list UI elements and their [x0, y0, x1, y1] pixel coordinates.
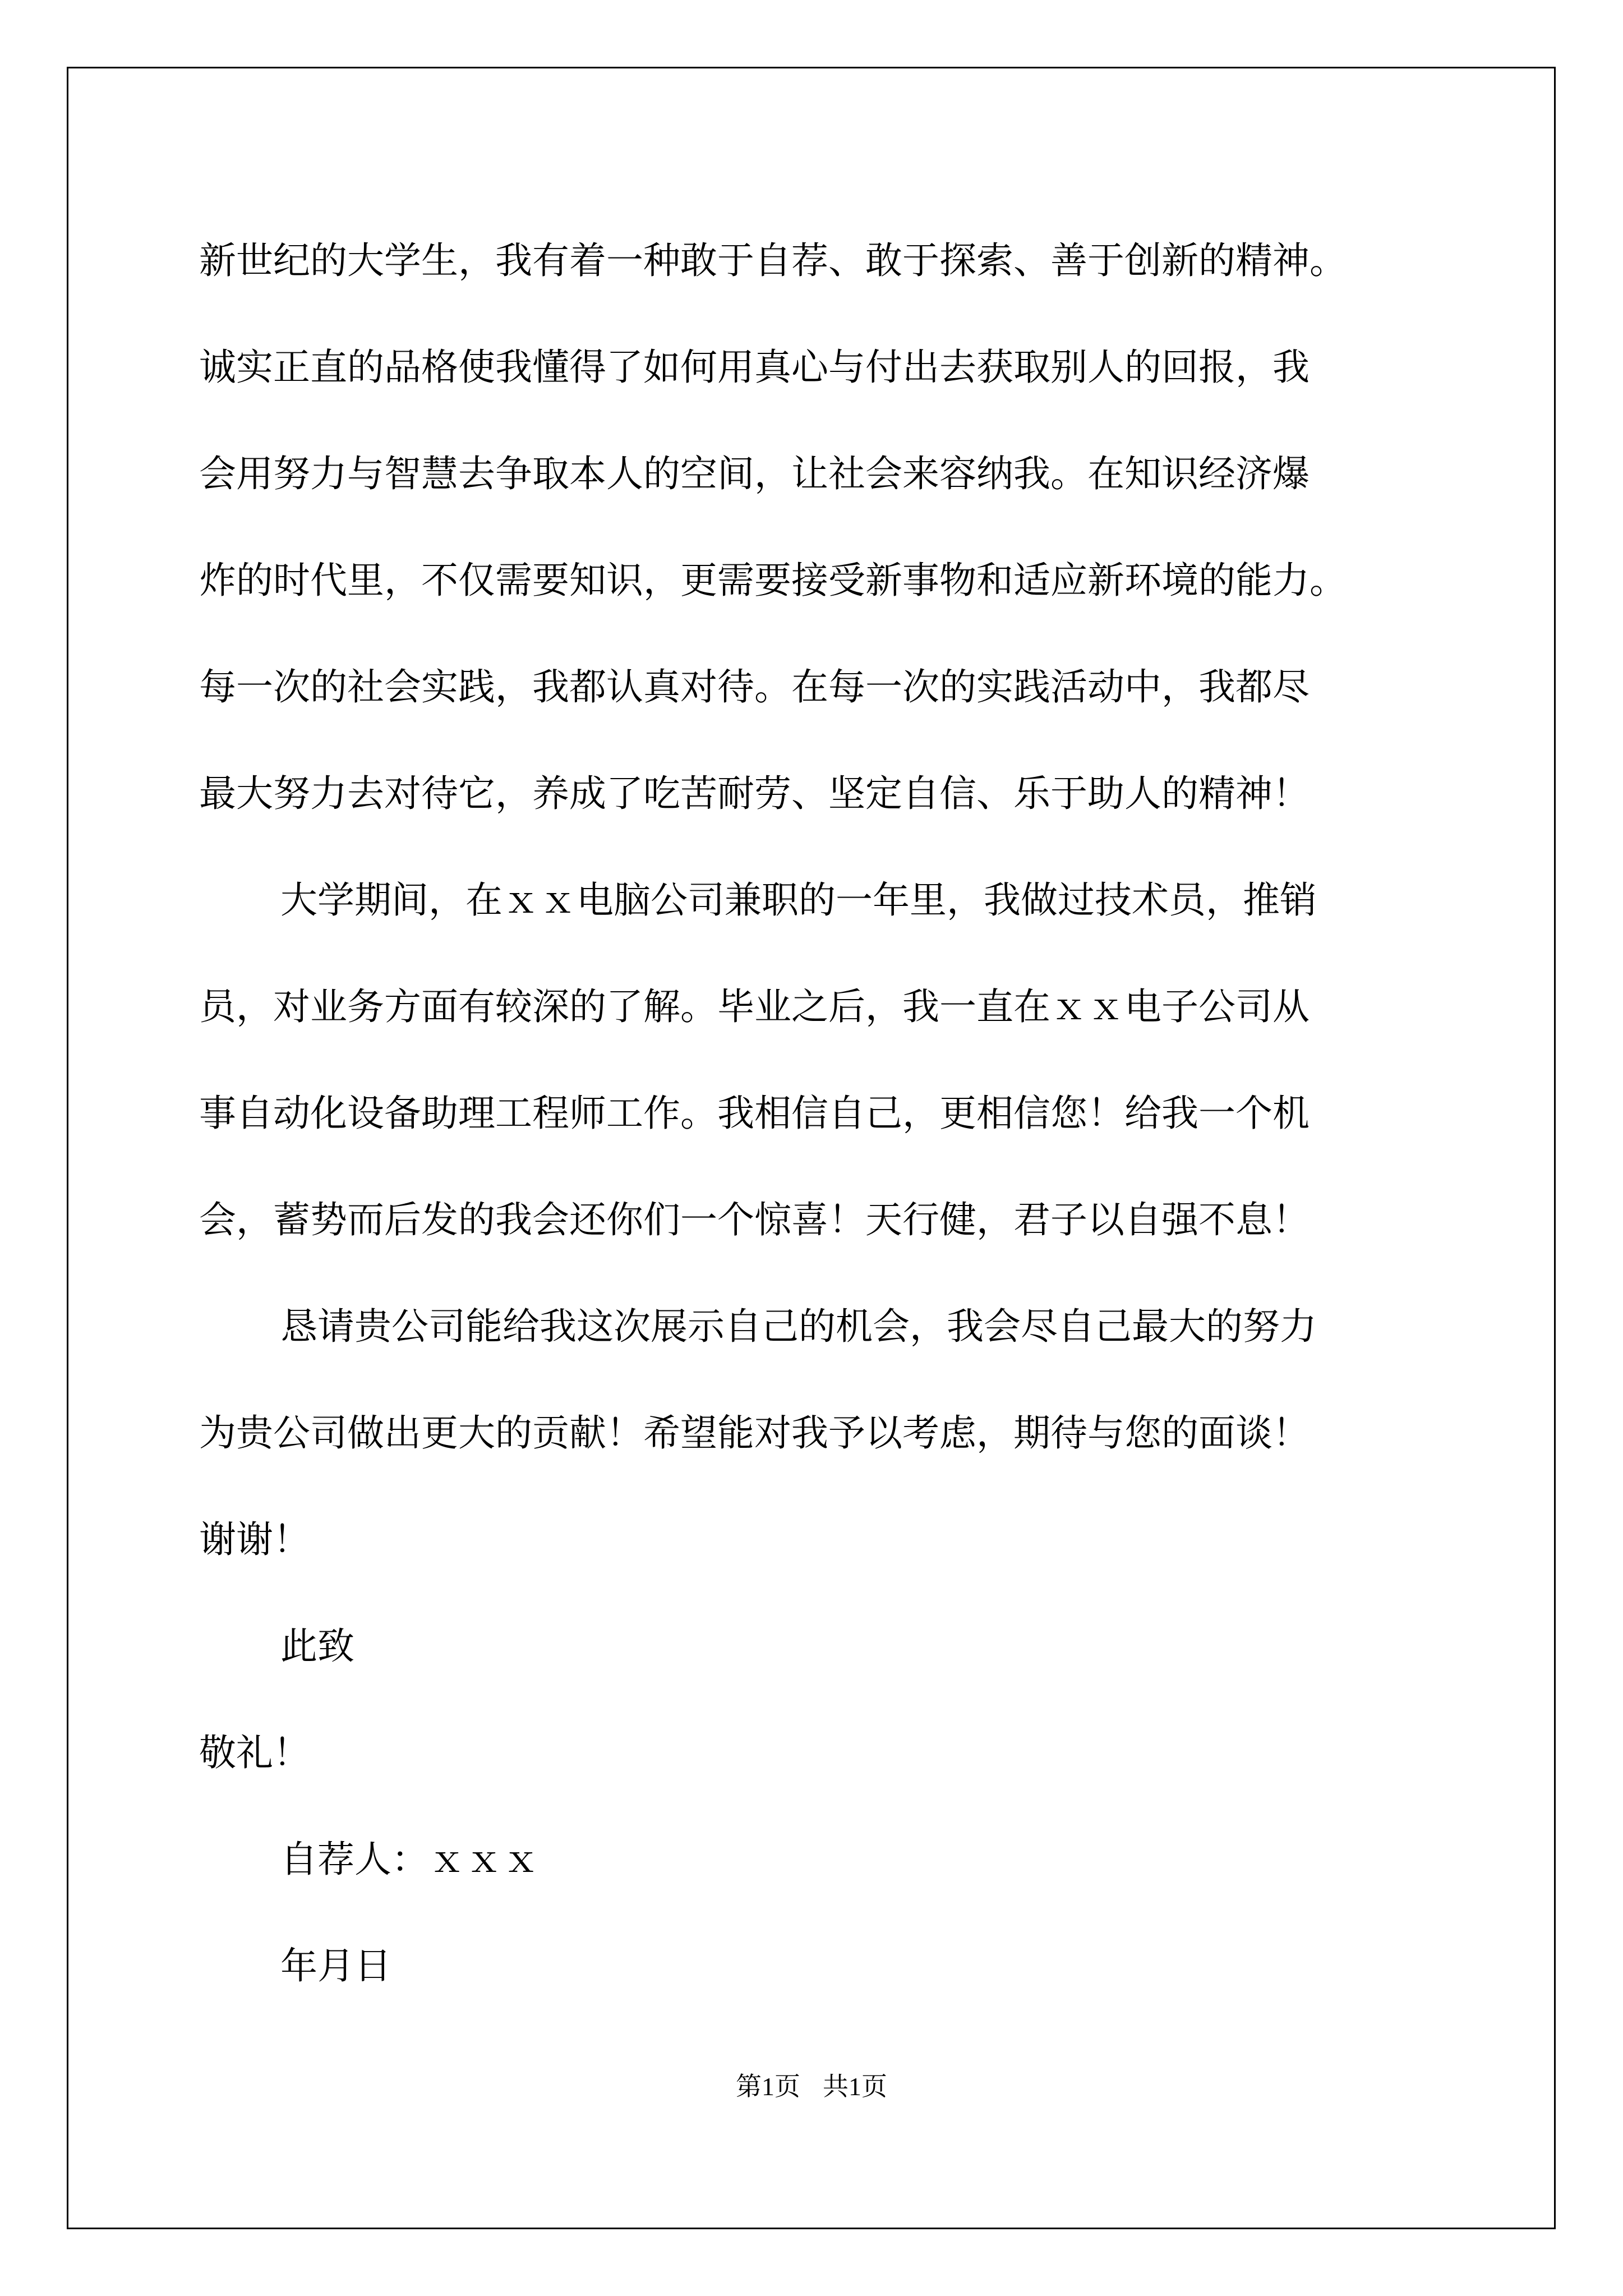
thanks-line: 谢谢！: [199, 1518, 310, 1561]
paragraph-line: 会用努力与智慧去争取本人的空间，让社会来容纳我。在知识经济爆: [199, 452, 1310, 495]
paragraph-line: 员，对业务方面有较深的了解。毕业之后，我一直在ｘｘ电子公司从: [199, 985, 1310, 1028]
date-line: 年月日: [280, 1944, 391, 1987]
paragraph-line: 每一次的社会实践，我都认真对待。在每一次的实践活动中，我都尽: [199, 665, 1310, 708]
paragraph-line: 会，蓄势而后发的我会还你们一个惊喜！天行健，君子以自强不息！: [199, 1198, 1310, 1241]
paragraph-line: 恳请贵公司能给我这次展示自己的机会，我会尽自己最大的努力: [280, 1305, 1317, 1348]
closing-jingli: 敬礼！: [199, 1731, 310, 1774]
letter-body: [199, 208, 1433, 2019]
signature-line: 自荐人：ｘｘｘ: [280, 1838, 540, 1881]
paragraph-line: 大学期间，在ｘｘ电脑公司兼职的一年里，我做过技术员，推销: [280, 878, 1317, 922]
paragraph-line: 诚实正直的品格使我懂得了如何用真心与付出去获取别人的回报，我: [199, 346, 1310, 389]
paragraph-line: 事自动化设备助理工程师工作。我相信自己，更相信您！给我一个机: [199, 1092, 1310, 1135]
page-number: 第1页: [736, 2072, 800, 2101]
paragraph-line: 新世纪的大学生，我有着一种敢于自荐、敢于探索、善于创新的精神。: [199, 239, 1347, 282]
paragraph-line: 炸的时代里，不仅需要知识，更需要接受新事物和适应新环境的能力。: [199, 559, 1347, 602]
paragraph-line: 为贵公司做出更大的贡献！希望能对我予以考虑，期待与您的面谈！: [199, 1411, 1310, 1455]
page-total: 共1页: [823, 2072, 887, 2101]
paragraph-line: 最大努力去对待它，养成了吃苦耐劳、坚定自信、乐于助人的精神！: [199, 772, 1310, 815]
closing-cizhi: 此致: [280, 1625, 354, 1668]
page-footer: [0, 2070, 1623, 2104]
